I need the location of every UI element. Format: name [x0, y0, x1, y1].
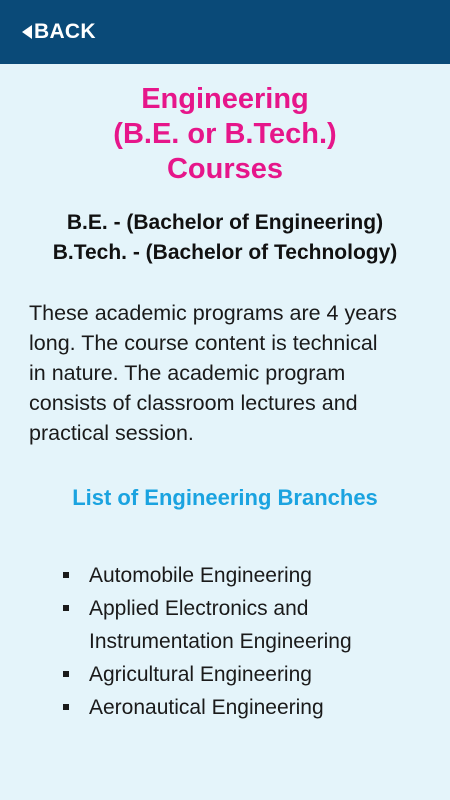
description-line-2: long. The course content is technical [29, 331, 378, 355]
branch-label: Aeronautical Engineering [89, 696, 324, 719]
bullet-icon [63, 671, 69, 677]
top-bar [0, 0, 450, 64]
branch-list [0, 559, 450, 724]
bullet-icon [63, 704, 69, 710]
bullet-icon [63, 572, 69, 578]
degree-btech: B.Tech. - (Bachelor of Technology) [52, 241, 398, 264]
content-area [0, 64, 450, 800]
description-line-3: in nature. The academic program [29, 361, 346, 385]
title-line-3: Courses [166, 153, 284, 185]
degree-be: B.E. - (Bachelor of Engineering) [66, 211, 384, 234]
description-line-1: These academic programs are 4 years [29, 301, 398, 325]
back-button[interactable] [22, 20, 96, 44]
branch-label: Automobile Engineering [89, 564, 312, 587]
back-label: BACK [34, 20, 96, 43]
list-item [0, 592, 450, 658]
back-arrow-icon [22, 25, 32, 39]
branch-label: Agricultural Engineering [89, 663, 312, 686]
bullet-icon [63, 605, 69, 611]
list-item [0, 658, 450, 691]
course-description [29, 298, 434, 448]
list-item [0, 559, 450, 592]
title-line-1: Engineering [141, 83, 309, 115]
branch-label: Applied Electronics and Instrumentation Engineering [89, 597, 352, 653]
branches-heading: List of Engineering Branches [72, 485, 378, 510]
description-line-5: practical session. [29, 421, 194, 445]
title-line-2: (B.E. or B.Tech.) [113, 118, 337, 150]
degree-names [0, 208, 450, 268]
description-line-4: consists of classroom lectures and [29, 391, 358, 415]
list-item [0, 691, 450, 724]
page-title [0, 82, 450, 187]
